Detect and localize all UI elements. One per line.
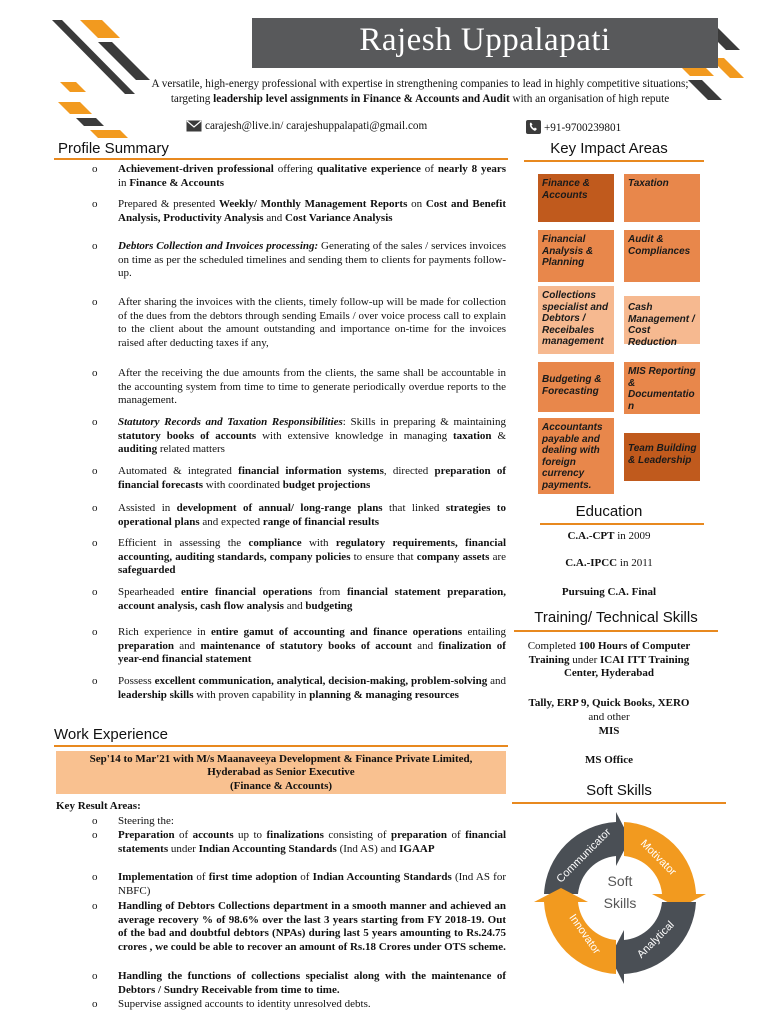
text: and <box>174 639 201 652</box>
contact-email[interactable] <box>186 120 427 132</box>
bullet-mark: o <box>92 240 98 252</box>
email-text[interactable]: carajesh@live.in/ carajeshuppalapati@gmail.com <box>205 120 428 132</box>
bullet-mark: o <box>92 815 98 827</box>
bold: Finance & Accounts <box>129 176 225 189</box>
work-experience-rule <box>54 745 508 747</box>
bold: qualitative experience <box>316 163 421 175</box>
training-title: Training/ Technical Skills <box>534 609 698 626</box>
bold: budgeting <box>305 599 353 612</box>
list-item <box>92 829 506 856</box>
bullet-mark: o <box>92 970 98 982</box>
profile-summary-rule <box>54 158 508 160</box>
text: Supervise assigned accounts to identity unresolved debts. <box>118 998 371 1010</box>
text: with <box>301 537 336 549</box>
training-ms-office: MS Office <box>585 754 633 766</box>
list-item <box>92 416 506 457</box>
wheel-label-communicator: Communicator <box>554 826 614 886</box>
bold: Handling the functions of collections specialist along with the maintenance of Debtors / Sundry Receivable from time to time. <box>118 970 506 996</box>
text: Generating of the sales / services invoices on time as per the scheduled timelines and sending them to clients for payments follow-up. <box>118 240 506 280</box>
bullet-mark: o <box>92 675 98 687</box>
list-item <box>92 626 506 667</box>
text: in <box>118 176 127 189</box>
bold: financial information systems <box>238 465 384 477</box>
bold-italic: Debtors Collection and Invoices processing: <box>118 240 319 252</box>
training-rule <box>514 630 718 632</box>
bold: budget projections <box>282 478 371 491</box>
tagline-part: targeting <box>170 93 214 105</box>
impact-tile: Team Building & Leadership <box>624 433 700 481</box>
text: in 2011 <box>617 557 653 569</box>
text: Prepared & presented <box>118 198 219 210</box>
text: After sharing the invoices with the clients, timely follow-up will be made for collection of the dues from the debtors through sending Emails / over voice process call to explain to the client about the amount outstanding and importance on-time for the invoices raised after deducting taxes if any, <box>118 296 506 349</box>
bullet-mark: o <box>92 367 98 379</box>
bullet-mark: o <box>92 416 98 428</box>
education-title: Education <box>575 503 643 520</box>
bold: nearly 8 years <box>437 163 507 175</box>
bold: entire gamut of accounting and finance operations <box>210 626 463 638</box>
text: from <box>312 586 347 598</box>
bold: preparation of financial forecasts <box>118 465 506 491</box>
envelope-icon <box>186 120 202 132</box>
impact-tile: Audit & Compliances <box>624 230 700 282</box>
list-item <box>92 970 506 997</box>
bold: maintenance of statutory books of account <box>200 639 412 652</box>
text: offering <box>277 163 313 175</box>
text: (Ind AS for NBFC) <box>118 871 507 897</box>
text: of <box>174 829 193 841</box>
soft-skills-title: Soft Skills <box>586 782 652 799</box>
bold: strategies to operational plans <box>118 502 506 528</box>
bold: Achievement-driven professional <box>118 163 274 175</box>
text: Possess <box>118 675 155 687</box>
text: Spearheaded <box>118 586 181 598</box>
tagline <box>100 77 740 107</box>
impact-tile: Collections specialist and Debtors / Receibales management <box>538 286 614 354</box>
bold: leadership skills <box>118 688 194 701</box>
education-cpt <box>514 530 704 544</box>
bullet-mark: o <box>92 537 98 549</box>
bold: C.A.-CPT <box>567 530 615 542</box>
bold: financial statement preparation, account analysis, cash flow analysis <box>118 586 506 612</box>
impact-tile: Accountants payable and dealing with foreign currency payments. <box>538 418 614 494</box>
wheel-label-innovator: Innovator <box>566 912 603 957</box>
bold: preparation <box>391 829 448 841</box>
text: of <box>193 871 209 883</box>
impact-title: Key Impact Areas <box>550 140 668 157</box>
bold: company assets <box>416 550 490 563</box>
education-ipcc <box>514 557 704 571</box>
impact-tile: Budgeting & Forecasting <box>538 362 614 412</box>
text: and <box>283 599 306 612</box>
bold: C.A.-IPCC <box>565 557 618 569</box>
training-and-other: and other <box>588 711 630 723</box>
text: and <box>487 675 507 687</box>
text: with extensive knowledge in managing <box>256 429 454 442</box>
impact-tile: MIS Reporting & Documentatio n <box>624 362 700 414</box>
bullet-mark: o <box>92 163 98 175</box>
text: of <box>297 871 313 883</box>
text: : Skills in preparing & maintaining <box>342 416 506 428</box>
bold: excellent communication, analytical, decision-making, problem-solving <box>154 675 488 687</box>
bullet-mark: o <box>92 296 98 308</box>
impact-tile: Finance & Accounts <box>538 174 614 222</box>
bullet-mark: o <box>92 502 98 514</box>
text: Assisted in <box>118 502 177 514</box>
text: & <box>491 429 506 442</box>
bold: compliance <box>248 537 302 549</box>
list-item <box>92 586 506 613</box>
bold: Cost and Benefit Analysis, Productivity Analysis <box>118 198 507 224</box>
bold: statutory books of accounts <box>118 429 257 442</box>
list-item <box>92 367 506 408</box>
bullet-mark: o <box>92 998 98 1010</box>
text: to ensure that <box>350 550 417 563</box>
soft-skills-rule <box>512 802 726 804</box>
work-experience-title: Work Experience <box>54 726 168 743</box>
bold: entire financial operations <box>180 586 313 598</box>
list-item <box>92 163 506 190</box>
text: and <box>263 211 285 224</box>
text: (Ind AS) and <box>336 842 400 855</box>
phone-text[interactable]: +91-9700239801 <box>544 122 622 134</box>
text: Steering the: <box>118 815 174 827</box>
wheel-label-motivator: Motivator <box>637 837 679 879</box>
bold: Center, Hyderabad <box>563 667 655 679</box>
bold: accounts <box>192 829 234 841</box>
tagline-part: with an organisation of high repute <box>509 93 670 105</box>
bold: finalization of year-end financial statement <box>118 639 506 666</box>
text: Rich experience in <box>118 626 211 638</box>
bold: Implementation <box>118 871 194 883</box>
kra-label: Key Result Areas: <box>56 800 141 812</box>
list-item <box>92 240 506 281</box>
bold: taxation <box>453 429 492 442</box>
training-details <box>514 640 704 681</box>
list-item <box>92 465 506 492</box>
text: under <box>569 653 601 666</box>
impact-tile: Taxation <box>624 174 700 222</box>
tagline-target: leadership level assignments in Finance & Accounts and Audit <box>213 93 510 105</box>
soft-center-1: Soft <box>607 873 633 889</box>
text: up to <box>233 829 267 841</box>
bold: Preparation <box>118 829 175 841</box>
job-line-3: (Finance & Accounts) <box>229 779 333 792</box>
bullet-mark: o <box>92 829 98 841</box>
soft-center-2: Skills <box>603 895 637 911</box>
training-tools: Tally, ERP 9, Quick Books, XERO <box>528 697 690 709</box>
impact-tile: Financial Analysis & Planning <box>538 230 614 282</box>
text: are <box>489 550 507 563</box>
bold: development of annual/ long-range plans <box>176 502 383 514</box>
list-item <box>92 502 506 529</box>
text: in 2009 <box>614 530 651 542</box>
bold: auditing <box>118 443 158 456</box>
bold: preparation <box>118 639 175 652</box>
text: related matters <box>157 443 225 456</box>
text: and <box>411 639 439 652</box>
bold: planning & managing resources <box>309 688 459 701</box>
text: of <box>447 829 466 841</box>
candidate-name: Rajesh Uppalapati <box>359 22 611 58</box>
bold: regulatory requirements, financial accounting, auditing standards, company policies <box>118 537 507 563</box>
text: under <box>168 842 199 855</box>
impact-rule <box>524 160 704 162</box>
text: Completed <box>527 640 579 652</box>
list-item <box>92 998 506 1012</box>
contact-phone[interactable] <box>526 120 621 134</box>
list-item <box>92 198 506 225</box>
job-line-2: Hyderabad as Senior Executive <box>207 766 355 779</box>
bold-italic: Statutory Records and Taxation Responsibilities <box>118 416 343 428</box>
bold: range of financial results <box>262 515 380 528</box>
bullet-mark: o <box>92 900 98 912</box>
list-item <box>92 537 506 578</box>
list-item <box>92 296 506 350</box>
text: After the receiving the due amounts from the clients, the same shall be accountable in the accounting system from time to time to generate periodically overdue reports to the management. <box>118 367 506 407</box>
bold: Indian Accounting Standards <box>312 871 452 883</box>
bold: Weekly/ Monthly Management Reports <box>218 198 408 210</box>
bold: IGAAP <box>399 842 435 855</box>
bullet-mark: o <box>92 626 98 638</box>
text: and expected <box>199 515 263 528</box>
bold: Cost Variance Analysis <box>284 211 393 224</box>
bold: 100 Hours of Computer <box>578 640 691 652</box>
list-item <box>92 675 506 702</box>
list-item <box>92 900 506 954</box>
profile-summary-title: Profile Summary <box>58 140 169 157</box>
text: , directed <box>383 465 435 477</box>
bold: Indian Accounting Standards <box>198 842 337 855</box>
tagline-line-1: A versatile, high-energy professional with expertise in strengthening companies to lead in highly competitive situations; <box>151 78 689 90</box>
job-heading <box>56 753 506 793</box>
education-final: Pursuing C.A. Final <box>561 586 657 598</box>
bullet-mark: o <box>92 871 98 883</box>
bold: financial statements <box>118 829 507 855</box>
bullet-mark: o <box>92 198 98 210</box>
bold: Handling of Debtors Collections department in a smooth manner and achieved an average recovery % of 98.6% over the last 3 years starting from FY 2018-19. Out of the bad and doubtful debtors (NPAs) during last 5 years amounting to Rs.24.75 crores , we could be able to recover an amount of Rs.18 Crores under OTS scheme. <box>118 900 506 953</box>
education-rule <box>540 523 704 525</box>
phone-icon <box>526 120 541 134</box>
text: with proven capability in <box>193 688 310 701</box>
text: that linked <box>382 502 446 514</box>
bold: finalizations <box>266 829 324 841</box>
text: consisting of <box>323 829 391 841</box>
text: of <box>424 163 434 175</box>
training-mis: MIS <box>598 725 620 737</box>
bold: Training <box>528 653 570 666</box>
soft-skills-wheel <box>530 808 710 988</box>
bold: ICAI ITT Training <box>600 653 690 666</box>
bullet-mark: o <box>92 586 98 598</box>
bold: first time adoption <box>208 871 298 883</box>
text: on <box>407 198 426 210</box>
text: Efficient in assessing the <box>118 537 249 549</box>
job-line-1: Sep'14 to Mar'21 with M/s Maanaveeya Development & Finance Private Limited, <box>89 753 473 765</box>
bullet-mark: o <box>92 465 98 477</box>
wheel-label-analytical: Analytical <box>634 918 677 961</box>
text: with coordinated <box>203 478 283 491</box>
list-item <box>92 815 506 829</box>
impact-tile: Cash Management / Cost Reduction <box>624 296 700 344</box>
text: Automated & integrated <box>118 465 239 477</box>
text: entailing <box>462 626 506 638</box>
list-item <box>92 871 506 898</box>
bold: safeguarded <box>118 564 176 577</box>
